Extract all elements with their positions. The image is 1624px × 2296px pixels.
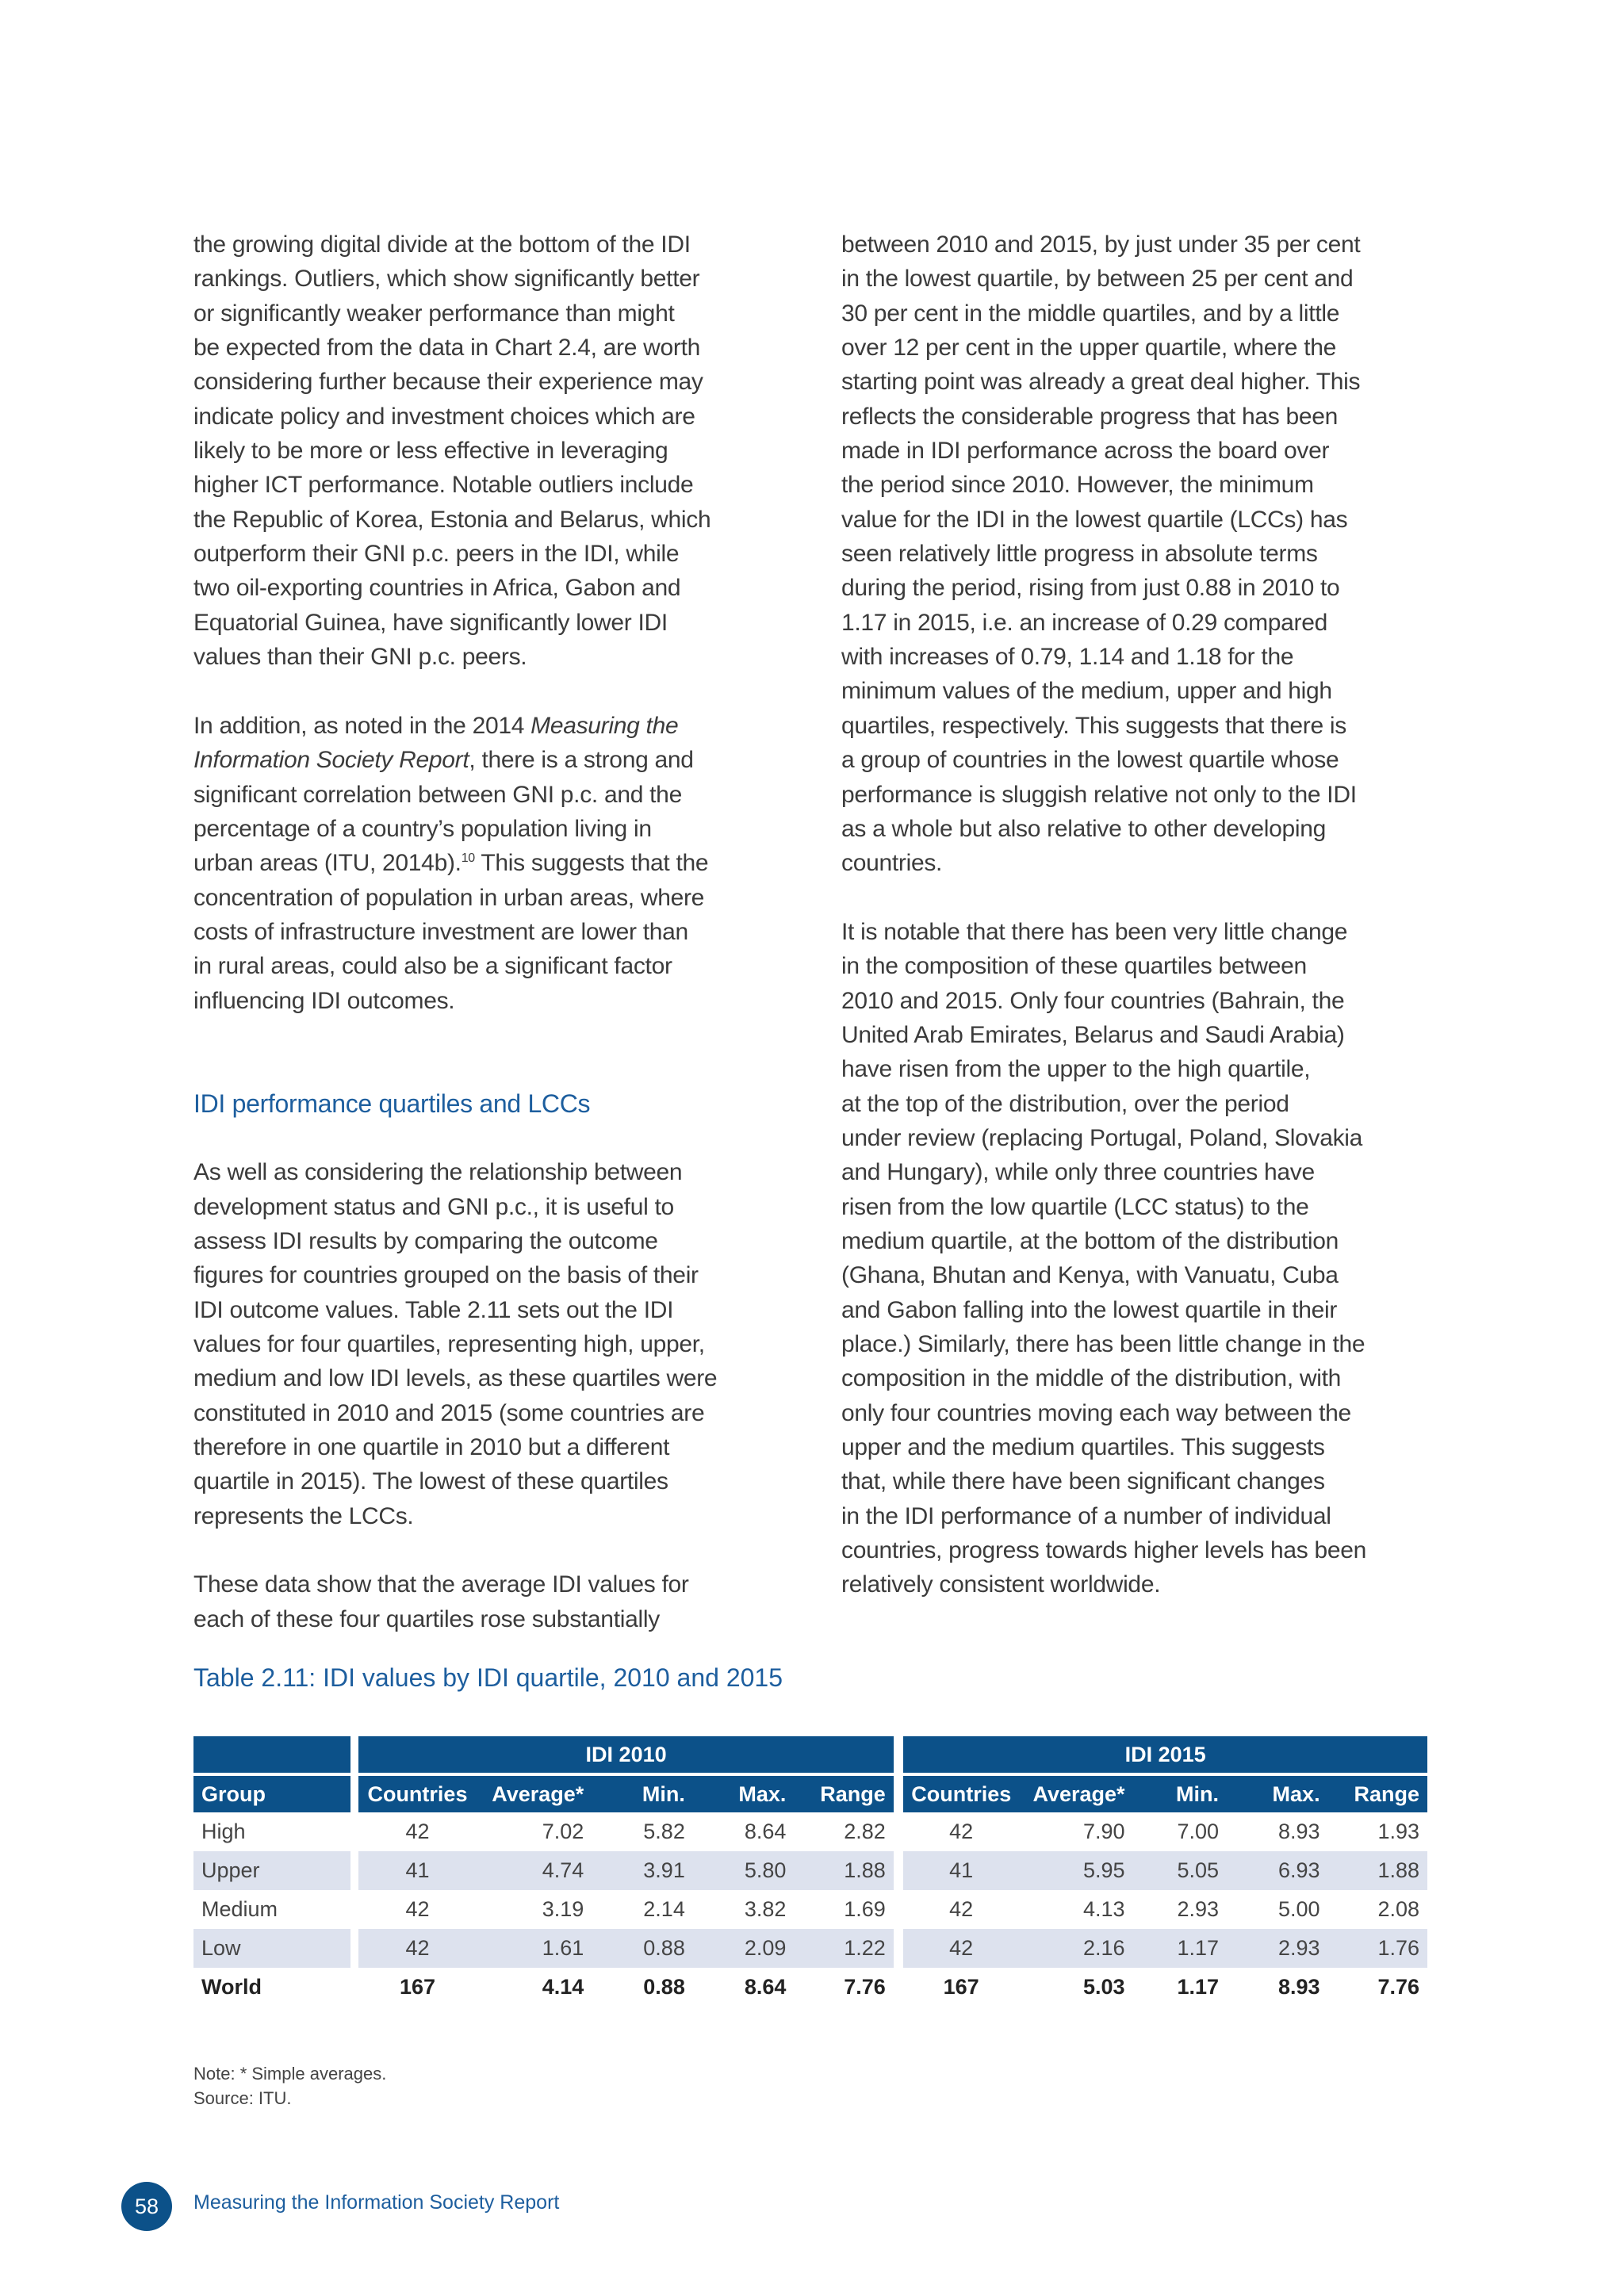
text-segment: IDI performance quartiles and LCCs (193, 1089, 591, 1118)
column-header: Group (193, 1773, 350, 1812)
text-segment: therefore in one quartile in 2010 but a different (193, 1434, 670, 1461)
table-cell: 2.08 (1377, 1897, 1419, 1921)
text-segment: considering further because their experience may (193, 369, 703, 396)
text-line (841, 297, 1444, 331)
text-segment: be expected from the data in Chart 2.4, are worth (193, 335, 701, 362)
text-line (193, 1052, 780, 1086)
column-header: Max. (1227, 1773, 1328, 1812)
table-cell: 5.00 (1278, 1897, 1320, 1921)
text-line (193, 640, 780, 674)
table-cell: 8.64 (744, 1975, 787, 1999)
column-header: Min. (592, 1773, 693, 1812)
table-cell: 3.19 (542, 1897, 584, 1921)
text-segment: higher ICT performance. Notable outliers include (193, 472, 694, 499)
text-segment: starting point was already a great deal higher. This (841, 369, 1361, 396)
text-segment: costs of infrastructure investment are lower than (193, 918, 688, 945)
column-header: Average* (477, 1773, 592, 1812)
text-line (841, 434, 1444, 468)
text-line (193, 571, 780, 605)
text-segment: value for the IDI in the lowest quartile (LCCs) has (841, 506, 1348, 533)
table-cell: 6.93 (1227, 1851, 1328, 1890)
text-segment: quartile in 2015). The lowest of these quartiles (193, 1468, 668, 1495)
text-segment: significant correlation between GNI p.c. and the (193, 781, 682, 808)
text-segment: likely to be more or less effective in leveraging (193, 438, 668, 465)
text-segment: indicate policy and investment choices which are (193, 403, 695, 430)
table-cell: 4.13 (1083, 1897, 1125, 1921)
text-line (841, 674, 1444, 708)
text-line (841, 1155, 1444, 1189)
text-line (193, 468, 780, 502)
table-cell: 7.02 (542, 1820, 584, 1843)
text-segment: in rural areas, could also be a significant factor (193, 953, 672, 980)
row-group-label: High (201, 1820, 246, 1843)
table-cell: 5.05 (1133, 1851, 1227, 1890)
text-segment: 2010 and 2015. Only four countries (Bahrain, the (841, 987, 1345, 1014)
text-line (193, 915, 780, 949)
text-line (193, 949, 780, 983)
text-segment: in the composition of these quartiles between (841, 953, 1307, 980)
text-line (193, 1533, 780, 1567)
text-segment: as a whole but also relative to other developing (841, 815, 1327, 842)
text-line (841, 503, 1444, 537)
note-text: Note: * Simple averages. (193, 2064, 387, 2084)
text-segment: 30 per cent in the middle quartiles, and by a little (841, 300, 1340, 327)
text-line (841, 709, 1444, 743)
text-segment: at the top of the distribution, over the period (841, 1090, 1289, 1117)
table-cell: 167 (399, 1975, 435, 1999)
text-segment: upper and the medium quartiles. This suggests (841, 1434, 1325, 1461)
text-line (193, 1018, 780, 1052)
table-notes (193, 2061, 386, 2110)
text-segment: and Gabon falling into the lowest quartile in their (841, 1296, 1338, 1323)
text-segment: seen relatively little progress in absolute terms (841, 541, 1318, 568)
text-segment: reflects the considerable progress that has been (841, 403, 1338, 430)
text-segment: concentration of population in urban areas, where (193, 884, 705, 911)
text-line (193, 743, 780, 777)
text-segment: In addition, as noted in the 2014 (193, 712, 531, 739)
text-line (841, 743, 1444, 777)
text-segment: values than their GNI p.c. peers. (193, 644, 527, 671)
text-segment: that, while there have been significant changes (841, 1468, 1325, 1495)
text-line (841, 915, 1444, 949)
source-text: Source: ITU. (193, 2088, 292, 2108)
text-segment: , there is a strong and (469, 747, 694, 774)
right-text-column (841, 228, 1444, 1602)
table-cell: 2.93 (1227, 1929, 1328, 1968)
text-line (841, 812, 1444, 846)
text-segment: have risen from the upper to the high quartile, (841, 1056, 1311, 1083)
text-segment: percentage of a country’s population living in (193, 815, 652, 842)
text-line (841, 1018, 1444, 1052)
row-group-label: Low (193, 1929, 350, 1968)
table-cell: 7.76 (1377, 1975, 1419, 1999)
text-line (841, 1052, 1444, 1086)
text-line (193, 503, 780, 537)
column-header: Countries (903, 1773, 1019, 1812)
table-row (193, 1890, 1427, 1929)
text-line (193, 606, 780, 640)
table-cell: 1.93 (1377, 1820, 1419, 1843)
text-segment: Measuring the (530, 712, 679, 739)
text-line (841, 1464, 1444, 1498)
text-segment: in the lowest quartile, by between 25 per cent and (841, 266, 1354, 293)
table-cell: 2.93 (1177, 1897, 1220, 1921)
table-cell: 0.88 (592, 1929, 693, 1968)
text-line (193, 434, 780, 468)
text-line (841, 262, 1444, 296)
text-segment: risen from the low quartile (LCC status) to the (841, 1193, 1309, 1220)
text-line (841, 1430, 1444, 1464)
text-segment: during the period, rising from just 0.88 in 2010 to (841, 575, 1340, 602)
text-segment: countries. (841, 850, 943, 877)
text-segment: This suggests that the (474, 850, 709, 877)
left-text-column (193, 228, 780, 1636)
text-line (193, 1155, 780, 1189)
table-group-blank (193, 1736, 350, 1773)
text-line (841, 1396, 1444, 1430)
page-number-badge: 58 (121, 2182, 172, 2231)
text-segment: values for four quartiles, representing high, upper, (193, 1331, 705, 1357)
text-line (841, 1499, 1444, 1533)
text-segment: These data show that the average IDI values for (193, 1571, 689, 1598)
text-segment: development status and GNI p.c., it is useful to (193, 1193, 674, 1220)
text-line (841, 400, 1444, 434)
text-segment: performance is sluggish relative not only to the IDI (841, 781, 1357, 808)
table-row (193, 1812, 1427, 1851)
table-cell: 42 (949, 1820, 974, 1843)
text-line (841, 778, 1444, 812)
text-line (841, 984, 1444, 1018)
table-cell: 2.16 (1019, 1929, 1133, 1968)
text-line (193, 1190, 780, 1224)
footnote-ref: 10 (461, 851, 475, 866)
text-segment: urban areas (ITU, 2014b). (193, 850, 462, 877)
table-title: Table 2.11: IDI values by IDI quartile, 2010 and 2015 (193, 1663, 783, 1692)
text-line (193, 400, 780, 434)
table-cell: 8.64 (744, 1820, 787, 1843)
text-segment: IDI outcome values. Table 2.11 sets out the IDI (193, 1296, 674, 1323)
text-segment: medium quartile, at the bottom of the distribution (841, 1227, 1339, 1254)
text-segment: in the IDI performance of a number of individual (841, 1502, 1331, 1529)
table-cell: 4.74 (477, 1851, 592, 1890)
table-cell: 1.76 (1328, 1929, 1427, 1968)
text-line (841, 1121, 1444, 1155)
table-cell: 1.88 (794, 1851, 893, 1890)
text-segment: medium and low IDI levels, as these quartiles were (193, 1365, 718, 1392)
text-line (841, 1533, 1444, 1567)
text-segment: represents the LCCs. (193, 1502, 414, 1529)
text-line (193, 365, 780, 399)
text-line (193, 778, 780, 812)
text-line (841, 881, 1444, 915)
row-group-label: Upper (193, 1851, 350, 1890)
text-line (193, 1430, 780, 1464)
text-line (193, 1258, 780, 1292)
text-line (841, 1258, 1444, 1292)
table-group-header-row (193, 1736, 1427, 1773)
text-segment: Equatorial Guinea, have significantly lower IDI (193, 609, 668, 636)
idi-quartile-table (193, 1736, 1427, 2007)
text-segment: constituted in 2010 and 2015 (some countries are (193, 1399, 705, 1426)
text-segment: influencing IDI outcomes. (193, 987, 455, 1014)
text-line (193, 1293, 780, 1327)
table-cell: 5.03 (1083, 1975, 1125, 1999)
text-line (841, 846, 1444, 880)
table-cell: 7.00 (1177, 1820, 1220, 1843)
table-cell: 42 (949, 1897, 974, 1921)
table-cell: 42 (405, 1897, 430, 1921)
table-cell: 1.61 (477, 1929, 592, 1968)
text-segment: two oil-exporting countries in Africa, Gabon and (193, 575, 681, 602)
text-segment: quartiles, respectively. This suggests that there is (841, 712, 1346, 739)
text-segment: made in IDI performance across the board over (841, 438, 1330, 465)
text-line (841, 571, 1444, 605)
table-cell: 5.80 (693, 1851, 795, 1890)
table-cell: 42 (405, 1820, 430, 1843)
column-header: Max. (693, 1773, 795, 1812)
text-line (193, 331, 780, 365)
text-segment: United Arab Emirates, Belarus and Saudi Arabia) (841, 1021, 1345, 1048)
text-line (193, 674, 780, 708)
text-line (841, 949, 1444, 983)
text-line (193, 1499, 780, 1533)
text-line (193, 812, 780, 846)
text-line (841, 606, 1444, 640)
table-cell: 5.95 (1019, 1851, 1133, 1890)
table-cell: 42 (358, 1929, 476, 1968)
table-cell: 1.22 (794, 1929, 893, 1968)
text-line (841, 468, 1444, 502)
table-cell: 0.88 (643, 1975, 685, 1999)
text-segment: relatively consistent worldwide. (841, 1571, 1161, 1598)
text-segment: 1.17 in 2015, i.e. an increase of 0.29 compared (841, 609, 1327, 636)
text-segment: or significantly weaker performance than might (193, 300, 675, 327)
table-cell: 41 (903, 1851, 1019, 1890)
table-cell: 42 (903, 1929, 1019, 1968)
text-line (193, 1327, 780, 1361)
table-cell: 7.90 (1083, 1820, 1125, 1843)
text-line (841, 1567, 1444, 1601)
text-segment: figures for countries grouped on the basis of their (193, 1262, 699, 1289)
text-line (841, 1327, 1444, 1361)
row-group-label: Medium (201, 1897, 278, 1921)
footer-report-title: Measuring the Information Society Report (193, 2191, 560, 2214)
table-cell: 1.17 (1177, 1975, 1220, 1999)
text-segment: rankings. Outliers, which show significantly better (193, 266, 700, 293)
text-line (193, 1464, 780, 1498)
text-segment: As well as considering the relationship between (193, 1159, 683, 1186)
text-line (193, 984, 780, 1018)
text-line (193, 846, 780, 880)
group-header-2015: IDI 2015 (903, 1736, 1427, 1773)
group-header-2010: IDI 2010 (358, 1736, 893, 1773)
row-group-label: World (201, 1975, 262, 1999)
table-row (193, 1968, 1427, 2007)
column-header: Countries (358, 1773, 476, 1812)
text-line (193, 537, 780, 571)
table-cell: 3.82 (744, 1897, 787, 1921)
text-line (193, 1361, 780, 1395)
text-line (193, 228, 780, 262)
text-line (841, 228, 1444, 262)
table-cell: 5.82 (643, 1820, 685, 1843)
text-line (841, 1190, 1444, 1224)
text-line (841, 1224, 1444, 1258)
text-line (841, 537, 1444, 571)
text-line (193, 709, 780, 743)
text-segment: place.) Similarly, there has been little change in the (841, 1331, 1365, 1357)
text-segment: composition in the middle of the distribution, with (841, 1365, 1342, 1392)
table-cell: 2.14 (643, 1897, 685, 1921)
table-row (193, 1929, 1427, 1968)
table-cell: 8.93 (1278, 1975, 1320, 1999)
text-line (841, 331, 1444, 365)
text-segment: the period since 2010. However, the minimum (841, 472, 1314, 499)
text-segment: only four countries moving each way between the (841, 1399, 1351, 1426)
table-cell: 41 (358, 1851, 476, 1890)
table-cell: 1.17 (1133, 1929, 1227, 1968)
table-cell: 3.91 (592, 1851, 693, 1890)
text-segment: between 2010 and 2015, by just under 35 per cent (841, 232, 1361, 258)
text-line (841, 640, 1444, 674)
text-segment: over 12 per cent in the upper quartile, where the (841, 335, 1337, 362)
table-cell: 2.09 (693, 1929, 795, 1968)
table-cell: 7.76 (844, 1975, 886, 1999)
text-segment: and Hungary), while only three countries have (841, 1159, 1315, 1186)
table-cell: 1.69 (844, 1897, 886, 1921)
table-column-header-row (193, 1773, 1427, 1812)
table-cell: 2.82 (844, 1820, 886, 1843)
text-line (193, 1224, 780, 1258)
text-line (841, 1293, 1444, 1327)
text-segment: the growing digital divide at the bottom of the IDI (193, 232, 691, 258)
column-header: Range (1328, 1773, 1427, 1812)
text-line (193, 1602, 780, 1636)
text-segment: under review (replacing Portugal, Poland, Slovakia (841, 1124, 1363, 1151)
text-line (193, 1567, 780, 1601)
column-header: Min. (1133, 1773, 1227, 1812)
text-segment: countries, progress towards higher levels has been (841, 1537, 1367, 1564)
table-cell: 8.93 (1278, 1820, 1320, 1843)
section-heading (193, 1087, 780, 1121)
text-segment: outperform their GNI p.c. peers in the IDI, while (193, 541, 680, 568)
text-segment: the Republic of Korea, Estonia and Belarus, which (193, 506, 711, 533)
column-header: Range (794, 1773, 893, 1812)
table-row (193, 1851, 1427, 1890)
column-header: Average* (1019, 1773, 1133, 1812)
text-line (193, 297, 780, 331)
table-cell: 167 (943, 1975, 979, 1999)
text-line (193, 1121, 780, 1155)
text-line (841, 1361, 1444, 1395)
text-segment: It is notable that there has been very little change (841, 918, 1348, 945)
text-line (193, 1396, 780, 1430)
text-line (193, 881, 780, 915)
text-line (841, 365, 1444, 399)
table-cell: 1.88 (1328, 1851, 1427, 1890)
text-segment: Information Society Report (193, 747, 469, 774)
text-segment: minimum values of the medium, upper and high (841, 678, 1332, 705)
text-line (841, 1087, 1444, 1121)
text-segment: with increases of 0.79, 1.14 and 1.18 for the (841, 644, 1294, 671)
table-cell: 4.14 (542, 1975, 584, 1999)
text-line (193, 262, 780, 296)
text-segment: a group of countries in the lowest quartile whose (841, 747, 1339, 774)
text-segment: each of these four quartiles rose substantially (193, 1605, 660, 1632)
text-segment: (Ghana, Bhutan and Kenya, with Vanuatu, Cuba (841, 1262, 1339, 1289)
text-segment: assess IDI results by comparing the outcome (193, 1227, 658, 1254)
